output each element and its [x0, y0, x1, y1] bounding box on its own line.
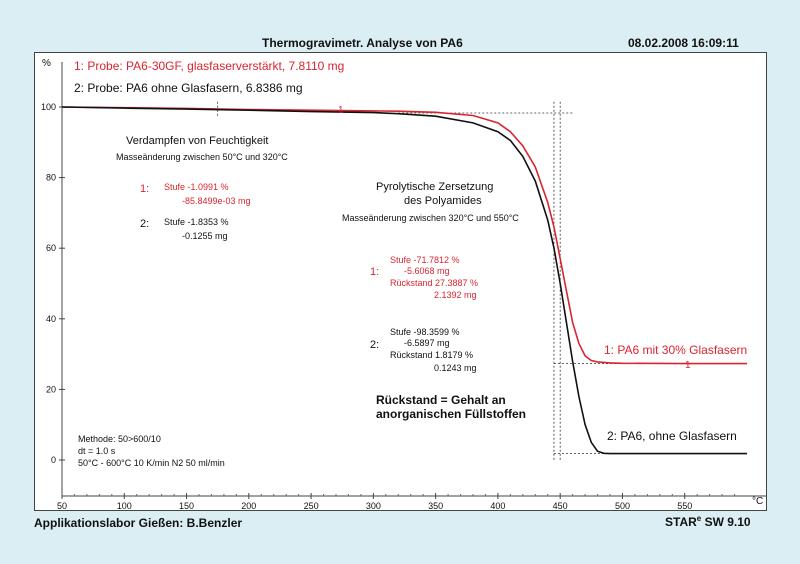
evap-range: Masseänderung zwischen 50°C und 320°C: [116, 152, 288, 162]
y-tick-label: 100: [40, 102, 56, 112]
pyro-range: Masseänderung zwischen 320°C und 550°C: [342, 213, 519, 223]
evap-s1-mass: -85.8499e-03 mg: [182, 196, 251, 206]
legend-entry-sample-2: 2: Probe: PA6 ohne Glasfasern, 6.8386 mg: [74, 81, 303, 95]
x-tick-label: 300: [365, 501, 381, 511]
method-line-1: Methode: 50>600/10: [78, 434, 161, 444]
chart-title: Thermogravimetr. Analyse von PA6: [262, 36, 463, 50]
y-axis-label: %: [42, 58, 51, 69]
evap-title: Verdampfen von Feuchtigkeit: [126, 135, 269, 147]
evap-s1-idx: 1:: [140, 183, 150, 195]
method-line-3: 50°C - 600°C 10 K/min N2 50 ml/min: [78, 458, 225, 468]
x-tick-label: 450: [552, 501, 568, 511]
pyro-title-1: Pyrolytische Zersetzung: [376, 181, 494, 193]
curve-2-label: 2: PA6, ohne Glasfasern: [607, 429, 737, 443]
timestamp: 08.02.2008 16:09:11: [628, 36, 739, 50]
y-tick-label: 0: [50, 455, 56, 465]
y-tick-label: 40: [45, 313, 56, 324]
footer-lab: Applikationslabor Gießen: B.Benzler: [34, 516, 243, 530]
pyro-s2-mass: -6.5897 mg: [404, 338, 450, 348]
legend-entry-sample-1: 1: Probe: PA6-30GF, glasfaserverstärkt, 7.8110 mg: [74, 59, 345, 73]
pyro-s1-res: Rückstand 27.3887 %: [390, 278, 479, 288]
y-tick-label: 60: [45, 243, 56, 254]
pyro-s2-res: Rückstand 1.8179 %: [390, 350, 474, 360]
pyro-s1-resmass: 2.1392 mg: [434, 290, 477, 300]
evap-s2-step: Stufe -1.8353 %: [164, 217, 229, 227]
evap-s2-mass: -0.1255 mg: [182, 231, 228, 241]
x-tick-label: 50: [56, 501, 68, 511]
evap-s2-idx: 2:: [140, 218, 150, 230]
evap-s1-step: Stufe -1.0991 %: [164, 182, 229, 192]
residue-line-2: anorganischen Füllstoffen: [376, 407, 527, 421]
curve-1-label: 1: PA6 mit 30% Glasfasern: [604, 343, 748, 357]
curve-1-marker: 1: [338, 105, 344, 116]
pyro-s1-idx: 1:: [370, 266, 380, 278]
x-tick-label: 350: [428, 501, 444, 511]
brand-superscript: e: [696, 514, 702, 523]
y-tick-label: 20: [45, 384, 56, 395]
residue-line-1: Rückstand = Gehalt an: [376, 393, 506, 407]
pyro-s2-resmass: 0.1243 mg: [434, 363, 477, 373]
x-tick-label: 100: [116, 501, 132, 511]
pyro-s2-step: Stufe -98.3599 %: [390, 327, 460, 337]
pyro-s1-step: Stufe -71.7812 %: [390, 255, 460, 265]
x-axis-label: °C: [752, 496, 764, 507]
pyro-s2-idx: 2:: [370, 339, 380, 351]
software-version: SW 9.10: [704, 515, 751, 529]
y-tick-label: 80: [45, 172, 56, 183]
x-tick-label: 500: [614, 501, 630, 511]
curve-1-end-marker: 1: [685, 360, 691, 371]
x-tick-label: 250: [303, 501, 319, 511]
x-tick-label: 150: [179, 501, 195, 511]
method-line-2: dt = 1.0 s: [78, 446, 116, 456]
plot-frame: [34, 52, 767, 512]
x-tick-label: 400: [490, 501, 506, 511]
footer-software: [665, 514, 751, 529]
x-tick-label: 200: [241, 501, 257, 511]
pyro-s1-mass: -5.6068 mg: [404, 266, 450, 276]
pyro-title-2: des Polyamides: [404, 195, 482, 207]
x-tick-label: 550: [677, 501, 693, 511]
brand-name: STAR: [665, 515, 697, 529]
